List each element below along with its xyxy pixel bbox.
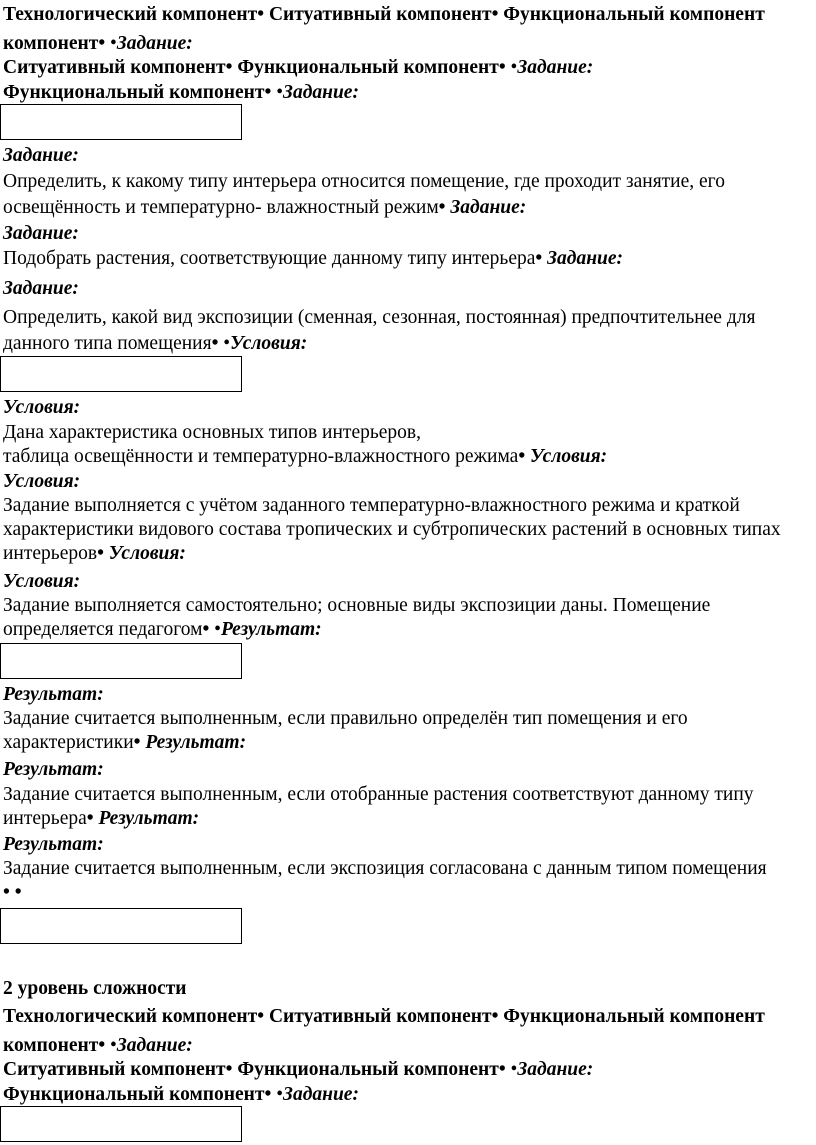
empty-cell-box	[0, 104, 242, 140]
conditions-label: Условия:	[3, 571, 81, 592]
components-header-line: Технологический компонент• Ситуативный компонент• Функциональный компонент	[3, 4, 765, 25]
task-item: Подобрать растения, соответствующие данному типу интерьера• Задание:	[3, 248, 624, 269]
components-header-line: Технологический компонент• Ситуативный компонент• Функциональный компонент	[3, 1006, 765, 1027]
task-item: Определить, к какому типу интерьера относится помещение, где проходит занятие, его освещённость и температурно- влажностный режим• Задание:	[3, 171, 725, 218]
task-label: Задание:	[3, 278, 79, 299]
results-label: Результат:	[3, 759, 104, 780]
task-item: Определить, какой вид экспозиции (сменная, сезонная, постоянная) предпочтительнее для данного типа помещения• •Условия:	[3, 307, 756, 354]
components-line-functional: Функциональный компонент• •Задание:	[3, 82, 359, 103]
conditions-label: Условия:	[3, 471, 81, 492]
result-item: Задание считается выполненным, если правильно определён тип помещения и его характеристики• Результат:	[3, 708, 688, 753]
components-header-line-2: компонент• •Задание:	[3, 1035, 193, 1056]
components-line-situational: Ситуативный компонент• Функциональный компонент• •Задание:	[3, 1059, 594, 1080]
results-label: Результат:	[3, 684, 104, 705]
condition-item: Дана характеристика основных типов интерьеров,	[3, 422, 421, 443]
conditions-label: Условия:	[3, 397, 81, 418]
components-line-functional: Функциональный компонент• •Задание:	[3, 1084, 359, 1105]
result-item: Задание считается выполненным, если экспозиция согласована с данным типом помещения • •	[3, 858, 767, 903]
empty-cell-box	[0, 1106, 242, 1142]
components-header-line-2: компонент• •Задание:	[3, 33, 193, 54]
components-line-situational: Ситуативный компонент• Функциональный компонент• •Задание:	[3, 57, 594, 78]
empty-cell-box	[0, 356, 242, 392]
condition-item: таблица освещённости и температурно-влажностного режима• Условия:	[3, 446, 608, 467]
condition-item: Задание выполняется с учётом заданного температурно-влажностного режима и краткой характеристики видового состава тропических и субтропических растений в основных типах интерьеров• Условия:	[3, 495, 781, 564]
empty-cell-box	[0, 908, 242, 944]
level-2-title: 2 уровень сложности	[3, 978, 187, 999]
result-item: Задание считается выполненным, если отобранные растения соответствуют данному типу интерьера• Результат:	[3, 784, 754, 829]
results-label: Результат:	[3, 834, 104, 855]
empty-cell-box	[0, 643, 242, 679]
condition-item: Задание выполняется самостоятельно; основные виды экспозиции даны. Помещение определяется педагогом• •Результат:	[3, 595, 711, 640]
task-label: Задание:	[3, 145, 79, 166]
task-label: Задание:	[3, 223, 79, 244]
